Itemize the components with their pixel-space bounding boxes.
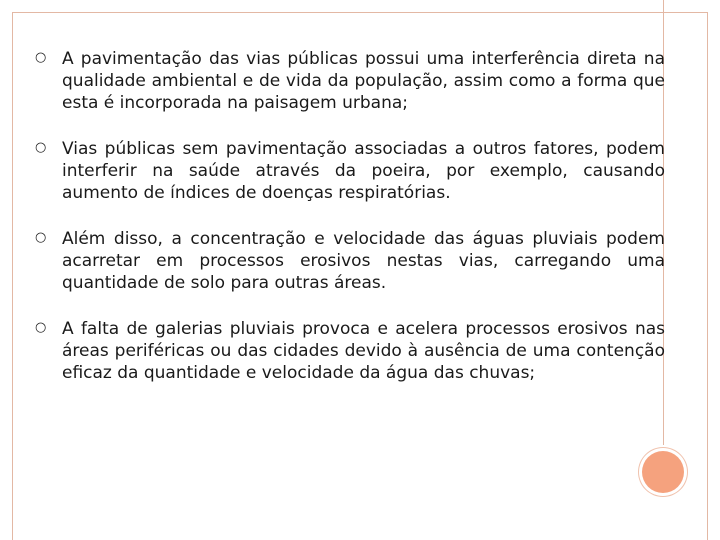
ring-bullet-icon: ○ <box>35 140 47 155</box>
ring-bullet-icon: ○ <box>35 230 47 245</box>
bullet-text: A falta de galerias pluviais provoca e acelera processos erosivos nas áreas periféricas ou das cidades devido à ausência de uma contenção eficaz da quantidade e velocidade da água das chuvas; <box>62 319 665 383</box>
bullet-item <box>35 138 665 204</box>
decorative-circle-icon <box>642 451 684 493</box>
bullet-item <box>35 48 665 114</box>
bullet-text: A pavimentação das vias públicas possui uma interferência direta na qualidade ambiental e de vida da população, assim como a forma que esta é incorporada na paisagem urbana; <box>62 49 665 113</box>
bullet-text: Além disso, a concentração e velocidade das águas pluviais podem acarretar em processos erosivos nestas vias, carregando uma quantidade de solo para outras áreas. <box>62 229 665 293</box>
bullet-list <box>35 48 665 408</box>
bullet-item <box>35 228 665 294</box>
ring-bullet-icon: ○ <box>35 50 47 65</box>
bullet-item <box>35 318 665 384</box>
ring-bullet-icon: ○ <box>35 320 47 335</box>
bullet-text: Vias públicas sem pavimentação associadas a outros fatores, podem interferir na saúde através da poeira, por exemplo, causando aumento de índices de doenças respiratórias. <box>62 139 665 203</box>
